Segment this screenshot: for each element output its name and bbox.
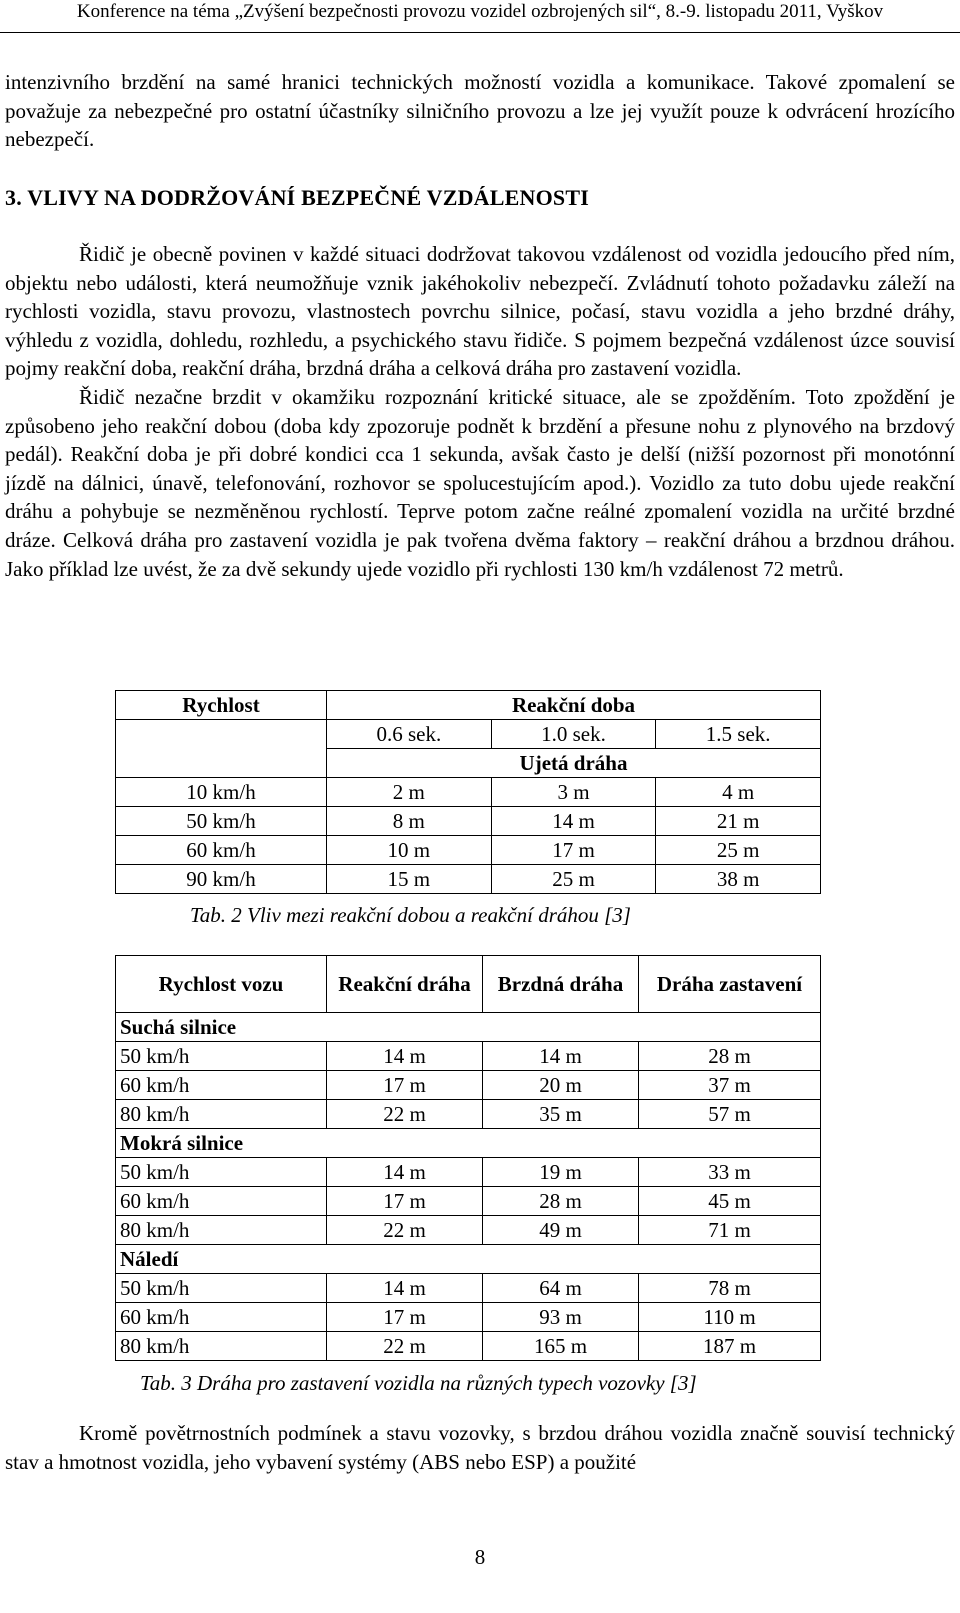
table3-cell: 80 km/h bbox=[116, 1332, 327, 1361]
table3-cell: 60 km/h bbox=[116, 1303, 327, 1332]
table3-cell: 22 m bbox=[327, 1216, 483, 1245]
table-row bbox=[116, 1274, 821, 1303]
reaction-distance-table bbox=[115, 690, 821, 894]
table-row bbox=[116, 836, 821, 865]
table3-header: Rychlost vozu bbox=[116, 956, 327, 1013]
table-row bbox=[116, 1158, 821, 1187]
table2-cell: 17 m bbox=[491, 836, 656, 865]
table2-distance-header: Ujetá dráha bbox=[327, 749, 821, 778]
table3-cell: 33 m bbox=[639, 1158, 821, 1187]
paragraph-intro: intenzivního brzdění na samé hranici technických možností vozidla a komunikace. Takové zpomalení se považuje za nebezpečné pro ostatní účastníky silničního provozu a lze jej využít pouze k odvrácení hrozícího nebezpečí. bbox=[5, 70, 955, 152]
table3-cell: 57 m bbox=[639, 1100, 821, 1129]
table2-cell: 21 m bbox=[656, 807, 821, 836]
table-row bbox=[116, 1071, 821, 1100]
table-row bbox=[116, 1216, 821, 1245]
table-row bbox=[116, 1042, 821, 1071]
table2-empty-cell bbox=[116, 720, 327, 749]
table3-cell: 14 m bbox=[483, 1042, 639, 1071]
table3-cell: 20 m bbox=[483, 1071, 639, 1100]
table-row bbox=[116, 1303, 821, 1332]
table3-cell: 17 m bbox=[327, 1187, 483, 1216]
table3-header: Brzdná dráha bbox=[483, 956, 639, 1013]
table3-cell: 50 km/h bbox=[116, 1158, 327, 1187]
table2-cell: 4 m bbox=[656, 778, 821, 807]
table-row bbox=[116, 807, 821, 836]
table3-cell: 78 m bbox=[639, 1274, 821, 1303]
table3-cell: 80 km/h bbox=[116, 1216, 327, 1245]
table2-cell: 90 km/h bbox=[116, 865, 327, 894]
table2-cell: 2 m bbox=[327, 778, 492, 807]
table-row bbox=[116, 1332, 821, 1361]
table-row bbox=[116, 1100, 821, 1129]
table2-empty-cell bbox=[116, 749, 327, 778]
table3-cell: 17 m bbox=[327, 1303, 483, 1332]
section-body bbox=[5, 240, 955, 583]
table2-cell: 8 m bbox=[327, 807, 492, 836]
table3-cell: 14 m bbox=[327, 1158, 483, 1187]
table3-cell: 17 m bbox=[327, 1071, 483, 1100]
table3-header: Dráha zastavení bbox=[639, 956, 821, 1013]
page-header: Konference na téma „Zvýšení bezpečnosti provozu vozidel ozbrojených sil“, 8.-9. listopadu 2011, Vyškov bbox=[76, 1, 884, 22]
table2-cell: 3 m bbox=[491, 778, 656, 807]
table3-cell: 50 km/h bbox=[116, 1042, 327, 1071]
table3-cell: 50 km/h bbox=[116, 1274, 327, 1303]
header-divider bbox=[0, 32, 960, 33]
table3-cell: 45 m bbox=[639, 1187, 821, 1216]
page-number: 8 bbox=[474, 1545, 486, 1569]
table2-cell: 10 m bbox=[327, 836, 492, 865]
table2-time: 0.6 sek. bbox=[327, 720, 492, 749]
table3-cell: 60 km/h bbox=[116, 1071, 327, 1100]
table2-cell: 38 m bbox=[656, 865, 821, 894]
table2-speed-header: Rychlost bbox=[116, 691, 327, 720]
section-heading: 3. VLIVY NA DODRŽOVÁNÍ BEZPEČNÉ VZDÁLENOSTI bbox=[5, 185, 589, 210]
table3-cell: 60 km/h bbox=[116, 1187, 327, 1216]
table3-cell: 28 m bbox=[483, 1187, 639, 1216]
table3-cell: 80 km/h bbox=[116, 1100, 327, 1129]
table3-cell: 49 m bbox=[483, 1216, 639, 1245]
table3-cell: 14 m bbox=[327, 1274, 483, 1303]
table2-cell: 10 km/h bbox=[116, 778, 327, 807]
paragraph-closing: Kromě povětrnostních podmínek a stavu vozovky, s brzdou dráhou vozidla značně souvisí technický stav a hmotnost vozidla, jeho vybavení systémy (ABS nebo ESP) a použité bbox=[5, 1421, 955, 1474]
table3-header: Reakční dráha bbox=[327, 956, 483, 1013]
table3-cell: 71 m bbox=[639, 1216, 821, 1245]
table3-cell: 22 m bbox=[327, 1332, 483, 1361]
table2-reaction-header: Reakční doba bbox=[327, 691, 821, 720]
paragraph-safe-distance: Řidič je obecně povinen v každé situaci dodržovat takovou vzdálenost od vozidla jedoucího před ním, objektu nebo události, která neumožňuje vznik jakéhokoliv nebezpečí. Zvládnutí tohoto požadavku záleží na rychlosti vozidla, stavu provozu, vlastnostech povrchu silnice, počasí, stavu vozidla a jeho brzdné dráhy, výhledu z vozidla, dohledu, rozhledu, a psychického stavu řidiče. S pojmem bezpečná vzdálenost úzce souvisí pojmy reakční doba, reakční dráha, brzdná dráha a celková dráha pro zastavení vozidla. bbox=[5, 242, 955, 381]
table2-time: 1.5 sek. bbox=[656, 720, 821, 749]
table3-cell: 37 m bbox=[639, 1071, 821, 1100]
table3-group-label: Suchá silnice bbox=[116, 1013, 821, 1042]
table2-caption: Tab. 2 Vliv mezi reakční dobou a reakční dráhou [3] bbox=[190, 903, 631, 927]
paragraph-reaction-time: Řidič nezačne brzdit v okamžiku rozpoznání kritické situace, ale se zpožděním. Toto zpoždění je způsobeno jeho reakční dobou (doba kdy zpozoruje podnět k brzdění a přesune nohu z plynového na brzdový pedál). Reakční doba je při dobré kondici cca 1 sekunda, avšak často je delší (nižší pozornost při monotónní jízdě na dálnici, únavě, telefonování, rozhovor se spolucestujícím apod.). Vozidlo za tuto dobu ujede reakční dráhu a pohybuje se nezměněnou rychlostí. Teprve potom začne reálné zpomalení vozidla na určité brzdné dráze. Celková dráha pro zastavení vozidla je pak tvořena dvěma faktory – reakční dráhou a brzdnou dráhou. Jako příklad lze uvést, že za dvě sekundy ujede vozidlo při rychlosti 130 km/h vzdálenost 72 metrů. bbox=[5, 384, 955, 581]
table2-cell: 14 m bbox=[491, 807, 656, 836]
table3-cell: 64 m bbox=[483, 1274, 639, 1303]
table2-cell: 60 km/h bbox=[116, 836, 327, 865]
table3-cell: 93 m bbox=[483, 1303, 639, 1332]
table3-group-label: Mokrá silnice bbox=[116, 1129, 821, 1158]
table3-cell: 28 m bbox=[639, 1042, 821, 1071]
table2-time: 1.0 sek. bbox=[491, 720, 656, 749]
table-row bbox=[116, 1187, 821, 1216]
table2-cell: 50 km/h bbox=[116, 807, 327, 836]
table3-cell: 35 m bbox=[483, 1100, 639, 1129]
table3-cell: 14 m bbox=[327, 1042, 483, 1071]
table-row bbox=[116, 865, 821, 894]
table3-cell: 19 m bbox=[483, 1158, 639, 1187]
table3-cell: 165 m bbox=[483, 1332, 639, 1361]
table-row bbox=[116, 778, 821, 807]
table3-cell: 187 m bbox=[639, 1332, 821, 1361]
table3-group-label: Náledí bbox=[116, 1245, 821, 1274]
table2-cell: 15 m bbox=[327, 865, 492, 894]
stopping-distance-table bbox=[115, 955, 821, 1361]
table3-cell: 110 m bbox=[639, 1303, 821, 1332]
table3-cell: 22 m bbox=[327, 1100, 483, 1129]
table2-cell: 25 m bbox=[656, 836, 821, 865]
table2-cell: 25 m bbox=[491, 865, 656, 894]
table3-caption: Tab. 3 Dráha pro zastavení vozidla na různých typech vozovky [3] bbox=[140, 1371, 697, 1395]
